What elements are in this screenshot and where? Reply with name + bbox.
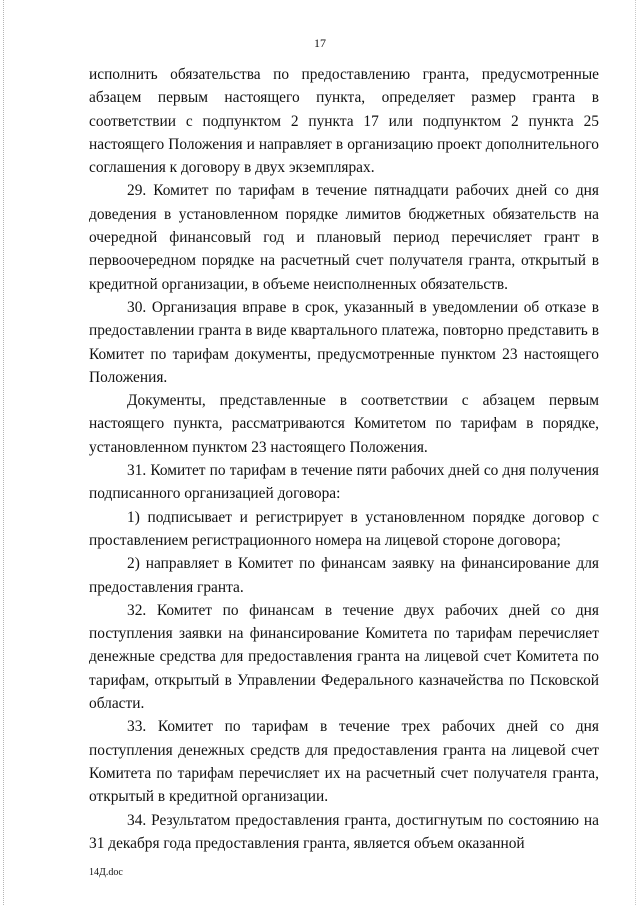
- paragraph-item-30-documents: Документы, представленные в соответствии с абзацем первым настоящего пункта, рассматриваются Комитетом по тарифам в порядке, установленном пунктом 23 настоящего Положения.: [89, 392, 599, 456]
- page-number: 17: [314, 36, 326, 50]
- paragraph-item-31: 31. Комитет по тарифам в течение пяти рабочих дней со дня получения подписанного организацией договора:: [89, 462, 599, 503]
- paragraph-item-31-subitem-2: 2) направляет в Комитет по финансам заявку на финансирование для предоставления гранта.: [89, 555, 599, 596]
- document-body: [89, 63, 599, 855]
- scan-left-edge: [3, 0, 4, 905]
- paragraph-item-32: 32. Комитет по финансам в течение двух рабочих дней со дня поступления заявки на финансирование Комитета по тарифам перечисляет денежные средства для предоставления гранта на лицевой счет Комитета по тарифам, открытый в Управлении Федерального казначейства по Псковской области.: [89, 601, 599, 713]
- paragraph-item-34: 34. Результатом предоставления гранта, достигнутым по состоянию на 31 декабря года предоставления гранта, является объем оказанной: [89, 811, 599, 852]
- paragraph-continuation: исполнить обязательства по предоставлению гранта, предусмотренные абзацем первым настоящего пункта, определяет размер гранта в соответствии с подпунктом 2 пункта 17 или подпунктом 2 пункта 25 настоящего Положения и направляет в организацию проект дополнительного соглашения к договору в двух экземплярах.: [89, 66, 599, 177]
- scan-right-edge: [635, 0, 636, 905]
- paragraph-item-30: 30. Организация вправе в срок, указанный в уведомлении об отказе в предоставлении гранта в виде квартального платежа, повторно представить в Комитет по тарифам документы, предусмотренные пунктом 23 настоящего Положения.: [89, 298, 599, 386]
- paragraph-item-31-subitem-1: 1) подписывает и регистрирует в установленном порядке договор с проставлением регистрационного номера на лицевой стороне договора;: [89, 508, 599, 549]
- paragraph-item-33: 33. Комитет по тарифам в течение трех рабочих дней со дня поступления денежных средств для предоставления гранта на лицевой счет Комитета по тарифам перечисляет их на расчетный счет получателя гранта, открытый в кредитной организации.: [89, 718, 599, 806]
- paragraph-item-29: 29. Комитет по тарифам в течение пятнадцати рабочих дней со дня доведения в установленном порядке лимитов бюджетных обязательств на очередной финансовый год и плановый период перечисляет грант в первоочередном порядке на расчетный счет получателя гранта, открытый в кредитной организации, в объеме неисполненных обязательств.: [89, 182, 599, 293]
- footer-filename: 14Д.doc: [89, 867, 123, 878]
